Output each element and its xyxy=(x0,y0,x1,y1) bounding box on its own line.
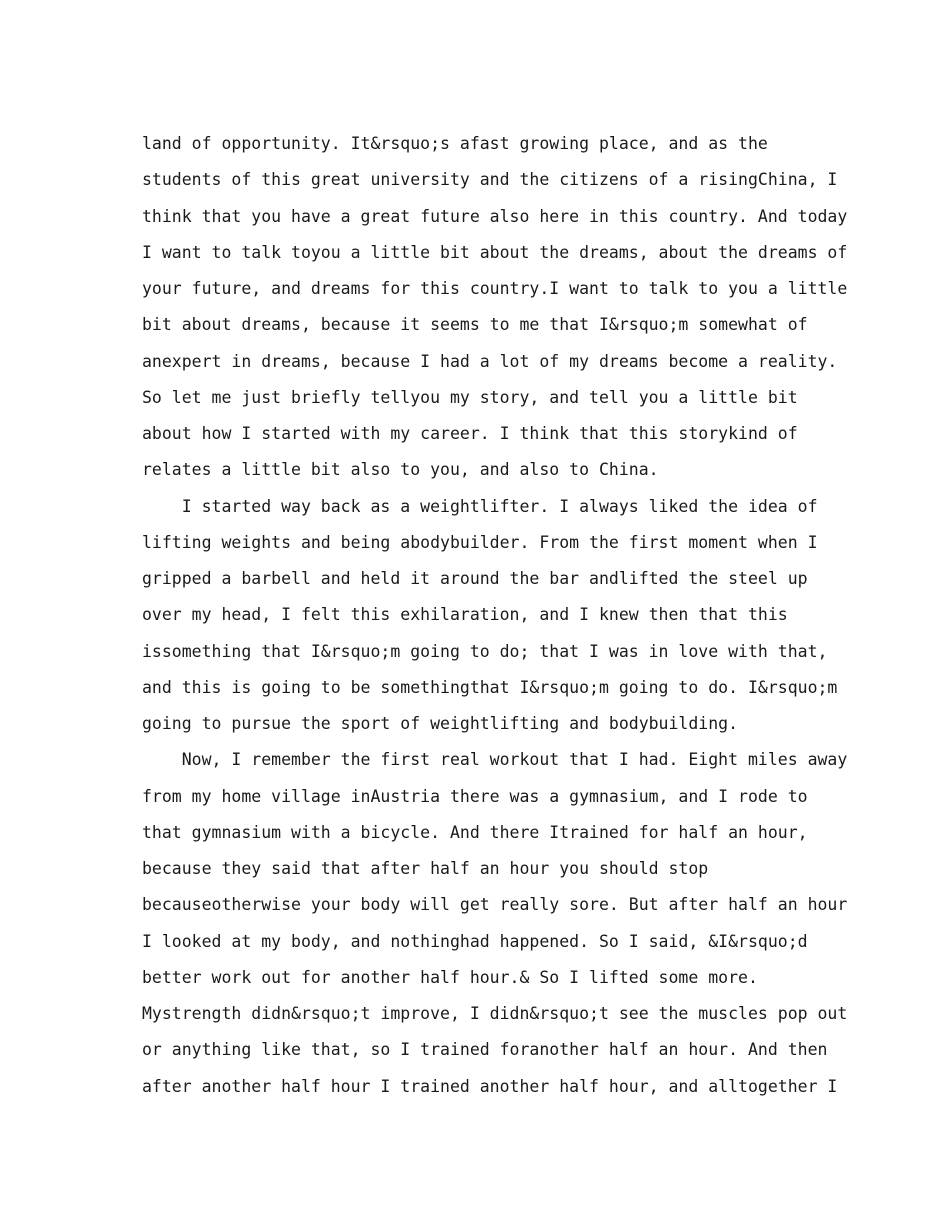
text-line: and this is going to be somethingthat I&rsquo;m going to do. I&rsquo;m xyxy=(142,677,838,697)
text-line: better work out for another half hour.& So I lifted some more. xyxy=(142,967,758,987)
text-line: or anything like that, so I trained foranother half an hour. And then xyxy=(142,1040,828,1060)
text-line: issomething that I&rsquo;m going to do; that I was in love with that, xyxy=(142,641,828,661)
text-line: because they said that after half an hour you should stop xyxy=(142,859,709,878)
text-line: about how I started with my career. I think that this storykind of xyxy=(142,424,798,443)
text-line: relates a little bit also to you, and also to China. xyxy=(142,460,659,480)
text-line: over my head, I felt this exhilaration, and I knew then that this xyxy=(142,605,788,625)
paragraph-start-line: I started way back as a weightlifter. I always liked the idea of xyxy=(142,496,818,516)
text-line: students of this great university and the citizens of a risingChina, I xyxy=(142,170,838,190)
text-line: So let me just briefly tellyou my story, and tell you a little bit xyxy=(142,387,798,407)
text-line: after another half hour I trained another half hour, and alltogether I xyxy=(142,1076,838,1096)
text-line: bit about dreams, because it seems to me that I&rsquo;m somewhat of xyxy=(142,315,808,335)
text-line: anexpert in dreams, because I had a lot of my dreams become a reality. xyxy=(142,351,838,371)
paragraph-start-line: Now, I remember the first real workout that I had. Eight miles away xyxy=(142,750,848,770)
text-line: going to pursue the sport of weightlifting and bodybuilding. xyxy=(142,714,739,733)
text-line: I looked at my body, and nothinghad happened. So I said, &I&rsquo;d xyxy=(142,931,808,951)
text-line: I want to talk toyou a little bit about the dreams, about the dreams of xyxy=(142,242,848,262)
text-line: lifting weights and being abodybuilder. From the first moment when I xyxy=(142,532,818,552)
text-line: land of opportunity. It&rsquo;s afast growing place, and as the xyxy=(142,134,768,153)
text-line: from my home village inAustria there was a gymnasium, and I rode to xyxy=(142,786,808,806)
text-line: gripped a barbell and held it around the bar andlifted the steel up xyxy=(142,569,808,588)
text-line: think that you have a great future also here in this country. And today xyxy=(142,206,848,226)
text-line: your future, and dreams for this country.I want to talk to you a little xyxy=(142,279,848,298)
body-text xyxy=(142,126,848,1105)
text-line: becauseotherwise your body will get really sore. But after half an hour xyxy=(142,895,848,915)
text-line: that gymnasium with a bicycle. And there Itrained for half an hour, xyxy=(142,822,808,842)
text-line: Mystrength didn&rsquo;t improve, I didn&rsquo;t see the muscles pop out xyxy=(142,1004,848,1023)
